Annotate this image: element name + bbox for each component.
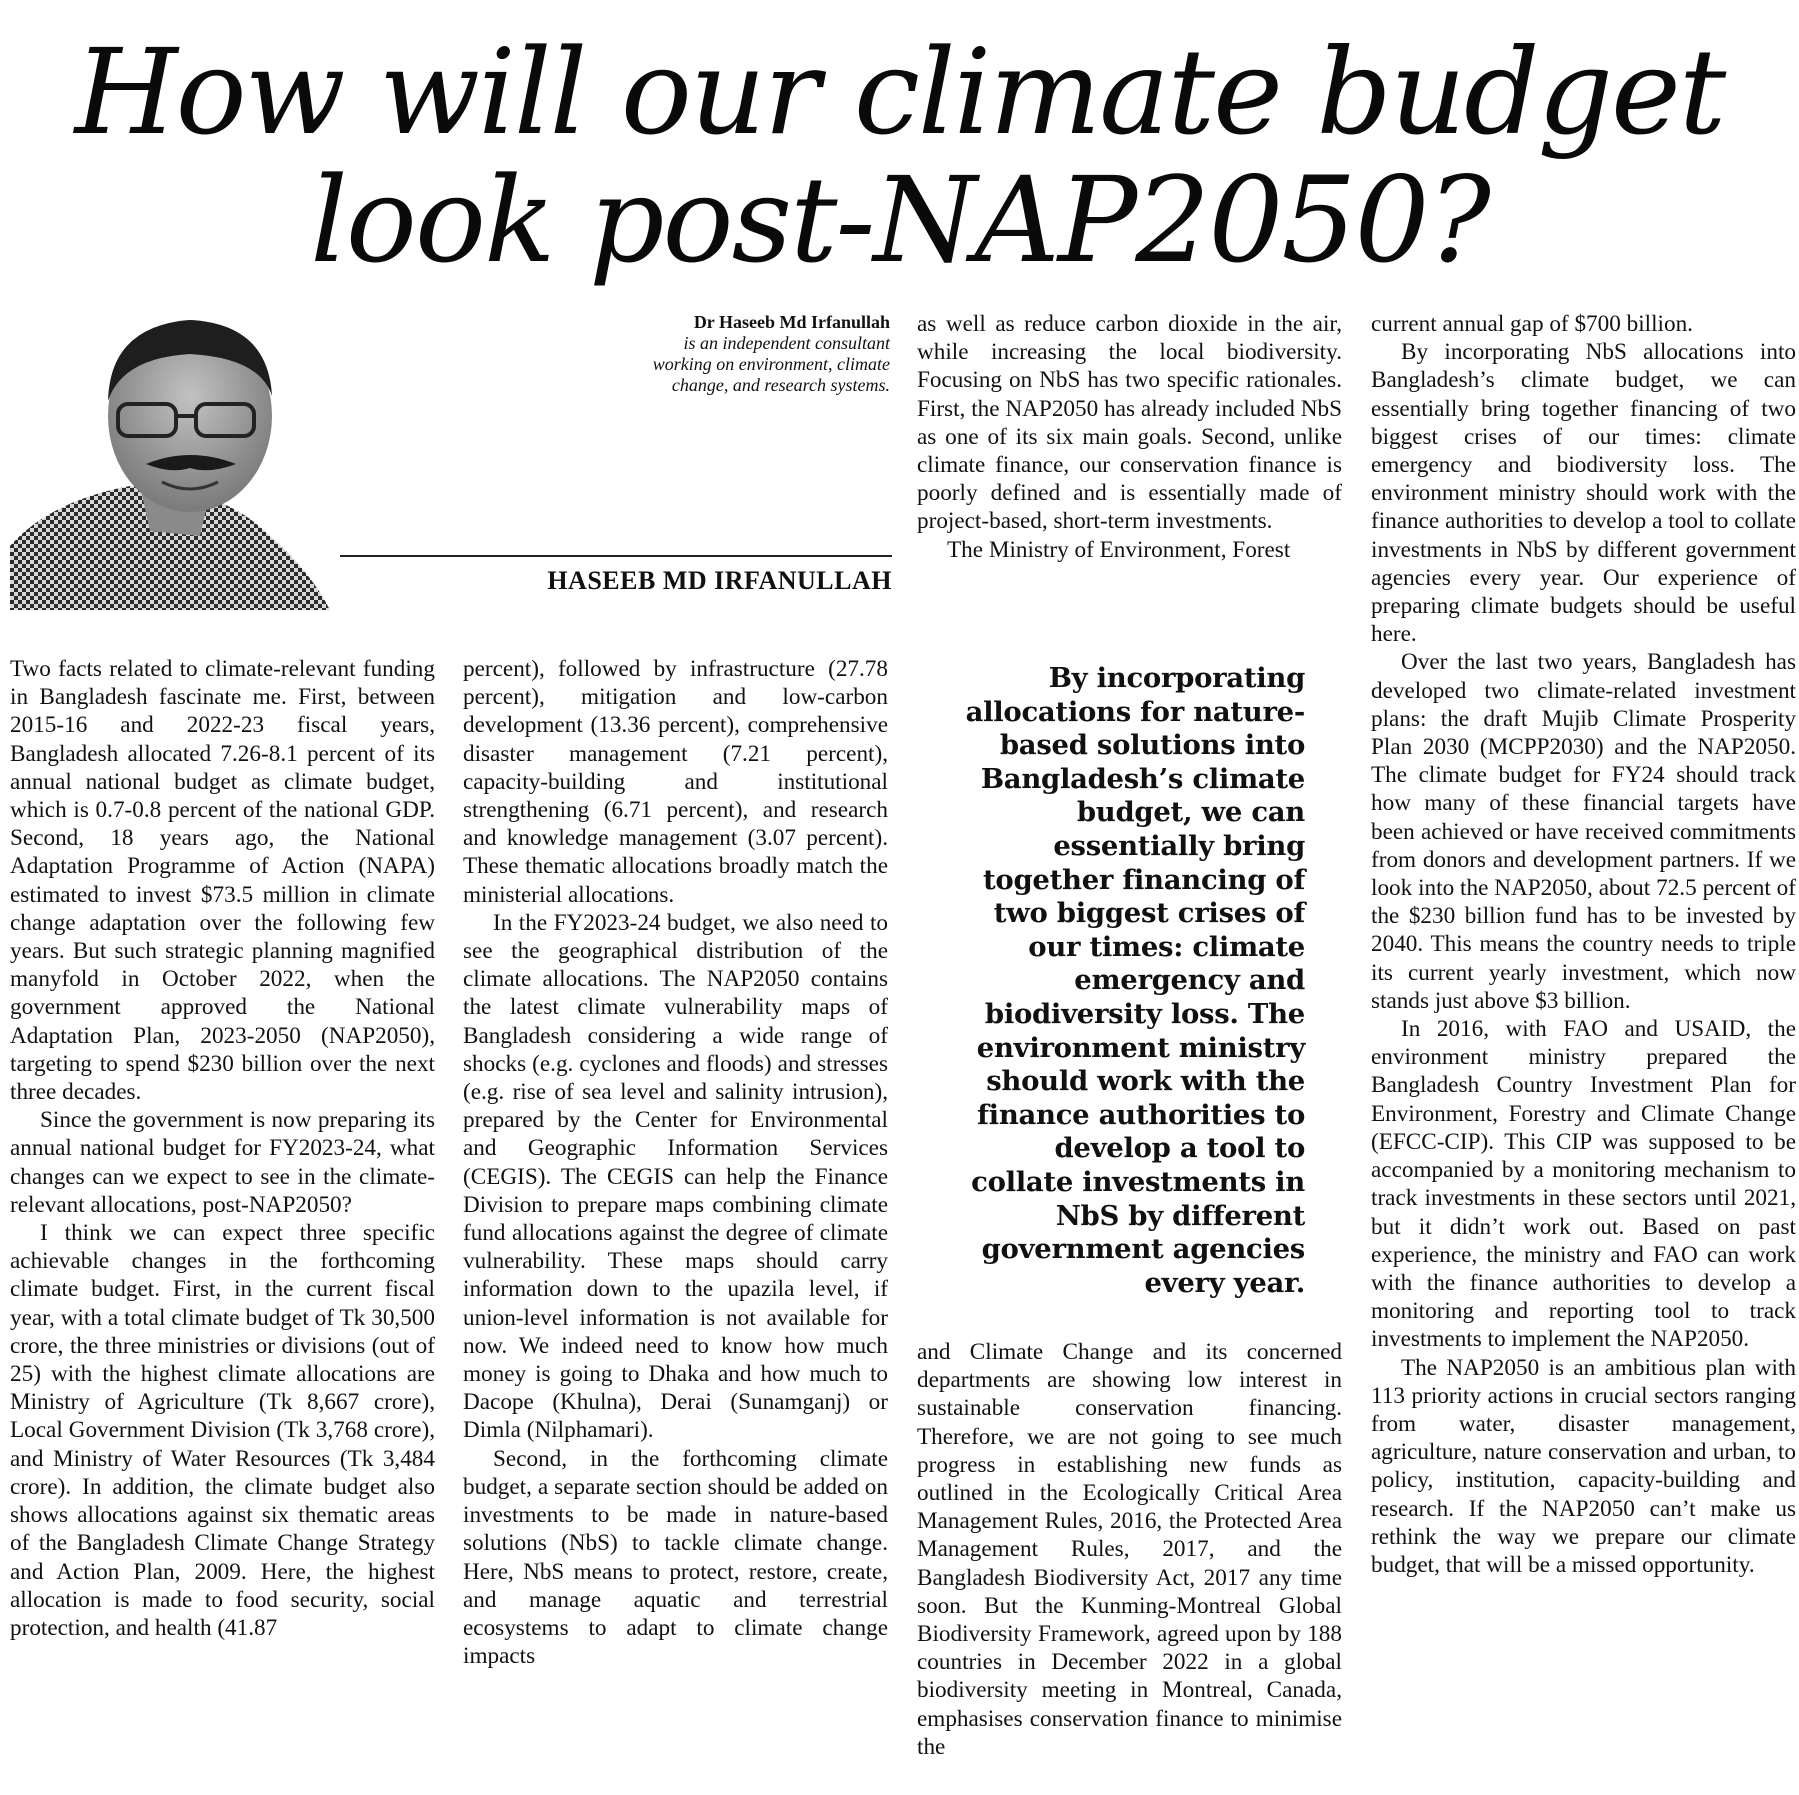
paragraph: Since the government is now preparing its annual national budget for FY2023-24, what changes can we expect to see in the climate-relevant allocations, post-NAP2050? <box>10 1107 435 1218</box>
author-photo <box>10 296 370 610</box>
article-column-1 <box>10 655 435 1642</box>
paragraph: and Climate Change and its concerned departments are showing low interest in sustainable conservation financing. Therefore, we are not going to see much progress in establishing new funds as outlined in the Ecologically Critical Area Management Rules, 2016, the Protected Area Management Rules, 2017, and the Bangladesh Biodiversity Act, 2017 any time soon. But the Kunming-Montreal Global Biodiversity Framework, agreed upon by 188 countries in December 2022 in a global biodiversity meeting in Montreal, Canada, emphasises conservation finance to minimise the <box>917 1339 1342 1760</box>
paragraph: In the FY2023-24 budget, we also need to see the geographical distribution of the climate allocations. The NAP2050 contains the latest climate vulnerability maps of Bangladesh considering a wide range of shocks (e.g. cyclones and floods) and stresses (e.g. rise of sea level and salinity intrusion), prepared by the Center for Environmental and Geographic Information Services (CEGIS). The CEGIS can help the Finance Division to prepare maps combining climate fund allocations against the degree of climate vulnerability. These maps should carry information down to the upazila level, if union-level information is not available for now. We indeed need to know how much money is going to Dhaka and how much to Dacope (Khulna), Derai (Sunamganj) or Dimla (Nilphamari). <box>463 909 888 1444</box>
author-bio-line: working on environment, climate <box>652 354 890 374</box>
author-portrait-icon <box>10 296 370 610</box>
author-bio-line: change, and research systems. <box>671 375 890 395</box>
article-column-2 <box>463 655 888 1670</box>
paragraph: Second, in the forthcoming climate budget, a separate section should be added on investments to be made in nature-based solutions (NbS) to tackle climate change. Here, NbS means to protect, restore, create, and manage aquatic and terrestrial ecosystems to adapt to climate change impacts <box>463 1445 888 1670</box>
headline <box>0 23 1799 289</box>
byline: HASEEB MD IRFANULLAH <box>547 566 892 595</box>
pull-quote: By incorporating allocations for nature-based solutions into Bangladesh’s climate budget, we can essentially bring together financing of two biggest crises of our times: climate emergency and biodiversity loss. The environment ministry should work with the finance authorities to develop a tool to collate investments in NbS by different government agencies every year. <box>965 662 1305 1299</box>
paragraph: I think we can expect three specific achievable changes in the forthcoming climate budget. First, in the current fiscal year, with a total climate budget of Tk 30,500 crore, the three ministries or divisions (out of 25) with the highest climate allocations are Ministry of Agriculture (Tk 8,667 crore), Local Government Division (Tk 3,768 crore), and Ministry of Water Resources (Tk 3,484 crore). In addition, the climate budget also shows allocations against six thematic areas of the Bangladesh Climate Change Strategy and Action Plan, 2009. Here, the highest allocation is made to food security, social protection, and health (41.87 <box>10 1220 435 1641</box>
byline-rule <box>340 555 892 557</box>
article-column-4 <box>1371 310 1796 1579</box>
author-bio <box>560 312 890 396</box>
headline-line-2: look post-NAP2050? <box>310 151 1489 289</box>
headline-line-1: How will our climate budget <box>74 23 1725 161</box>
article-column-3-top <box>917 310 1342 564</box>
paragraph: In 2016, with FAO and USAID, the environment ministry prepared the Bangladesh Country Investment Plan for Environment, Forestry and Climate Change (EFCC-CIP). This CIP was supposed to be accompanied by a monitoring mechanism to track investments in these sectors until 2021, but it didn’t work out. Based on past experience, the ministry and FAO can work with the finance authorities to develop a monitoring and reporting tool to track investments to implement the NAP2050. <box>1371 1016 1796 1353</box>
paragraph: current annual gap of $700 billion. <box>1371 311 1693 337</box>
article-column-3-bottom <box>917 1338 1342 1761</box>
paragraph: By incorporating NbS allocations into Bangladesh’s climate budget, we can essentially bring together financing of two biggest crises of our times: climate emergency and biodiversity loss. The environment ministry should work with the finance authorities to develop a tool to collate investments in NbS by different government agencies every year. Our experience of preparing climate budgets should be useful here. <box>1371 339 1796 648</box>
paragraph: Two facts related to climate-relevant funding in Bangladesh fascinate me. First, between 2015-16 and 2022-23 fiscal years, Bangladesh allocated 7.26-8.1 percent of its annual national budget as climate budget, which is 0.7-0.8 percent of the national GDP. Second, 18 years ago, the National Adaptation Programme of Action (NAPA) estimated to invest $73.5 million in climate change adaptation over the following few years. But such strategic planning magnified manyfold in October 2022, when the government approved the National Adaptation Plan, 2023-2050 (NAP2050), targeting to spend $230 billion over the next three decades. <box>10 656 435 1106</box>
paragraph: The Ministry of Environment, Forest <box>947 536 1291 563</box>
paragraph: The NAP2050 is an ambitious plan with 113 priority actions in crucial sectors ranging from water, disaster management, agriculture, nature conservation and urban, to policy, institution, capacity-building and research. If the NAP2050 can’t make us rethink the way we prepare our climate budget, that will be a missed opportunity. <box>1371 1354 1796 1578</box>
author-bio-name: Dr Haseeb Md Irfanullah <box>693 312 890 332</box>
author-bio-line: is an independent consultant <box>683 333 890 353</box>
paragraph: percent), followed by infrastructure (27.78 percent), mitigation and low-carbon development (13.36 percent), comprehensive disaster management (7.21 percent), capacity-building and institutional strengthening (6.71 percent), and research and knowledge management (3.07 percent). These thematic allocations broadly match the ministerial allocations. <box>463 656 888 908</box>
paragraph: Over the last two years, Bangladesh has developed two climate-related investment plans: the draft Mujib Climate Prosperity Plan 2030 (MCPP2030) and the NAP2050. The climate budget for FY24 should track how many of these financial targets have been achieved or have received commitments from donors and development partners. If we look into the NAP2050, about 72.5 percent of the $230 billion fund has to be invested by 2040. This means the country needs to triple its current yearly investment, which now stands just above $3 billion. <box>1371 649 1796 1014</box>
paragraph: as well as reduce carbon dioxide in the air, while increasing the local biodiversity. Focusing on NbS has two specific rationales. First, the NAP2050 has already included NbS as one of its six main goals. Second, unlike climate finance, our conservation finance is poorly defined and is essentially made of project-based, short-term investments. <box>917 311 1342 535</box>
